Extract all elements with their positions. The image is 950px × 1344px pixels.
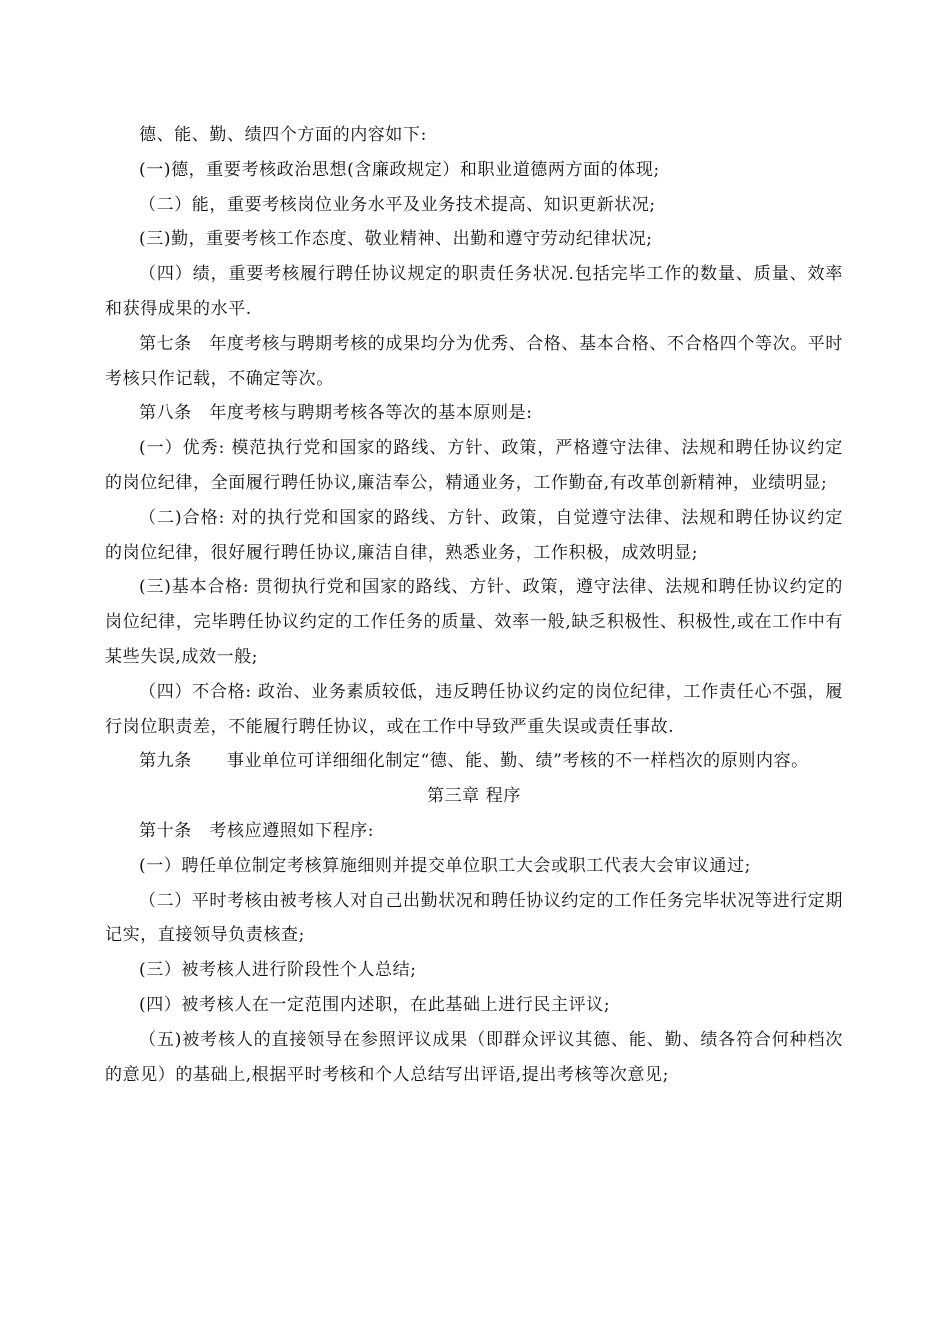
procedure-step-3: (三）被考核人进行阶段性个人总结;: [139, 960, 417, 981]
paragraph-qin: (三)勤，重要考核工作态度、敬业精神、出勤和遵守劳动纪律状况;: [139, 229, 653, 250]
document-body: [105, 118, 843, 1092]
grade-basic-qualified: (三)基本合格: 贯彻执行党和国家的路线、方针、政策，遵守法律、法规和聘任协议约定的岗位纪律，完毕聘任协议约定的工作任务的质量、效率一般,缺乏积极性、积极性,或在工作中有某些失误,成效一般;: [105, 577, 843, 667]
article-8: 第八条 年度考核与聘期考核各等次的基本原则是:: [139, 403, 533, 424]
paragraph-intro: 德、能、勤、绩四个方面的内容如下:: [139, 125, 427, 145]
procedure-step-4: (四）被考核人在一定范围内述职，在此基础上进行民主评议;: [139, 994, 611, 1015]
procedure-step-1: (一）聘任单位制定考核算施细则并提交单位职工大会或职工代表大会审议通过;: [139, 855, 751, 876]
article-10: 第十条 考核应遵照如下程序:: [139, 820, 375, 841]
grade-unqualified: （四）不合格: 政治、业务素质较低，违反聘任协议约定的岗位纪律，工作责任心不强，履行岗位职责差，不能履行聘任协议，或在工作中导致严重失误或责任事故.: [105, 681, 843, 737]
article-7: 第七条 年度考核与聘期考核的成果均分为优秀、合格、基本合格、不合格四个等次。平时考核只作记载，不确定等次。: [105, 333, 843, 389]
paragraph-ji: （四）绩，重要考核履行聘任协议规定的职责任务状况.包括完毕工作的数量、质量、效率和获得成果的水平.: [105, 264, 843, 319]
article-9: 第九条 事业单位可详细细化制定“德、能、勤、绩”考核的不一样档次的原则内容。: [139, 751, 809, 772]
paragraph-neng: （二）能，重要考核岗位业务水平及业务技术提高、知识更新状况;: [139, 194, 656, 215]
grade-excellent: (一）优秀: 模范执行党和国家的路线、方针、政策，严格遵守法律、法规和聘任协议约定的岗位纪律，全面履行聘任协议,廉洁奉公，精通业务，工作勤奋,有改革创新精神，业绩明显;: [105, 438, 843, 493]
procedure-step-2: （二）平时考核由被考核人对自己出勤状况和聘任协议约定的工作任务完毕状况等进行定期记实，直接领导负责核查;: [105, 890, 843, 946]
paragraph-de: (一)德，重要考核政治思想(含廉政规定）和职业道德两方面的体现;: [139, 159, 660, 180]
procedure-step-5: （五)被考核人的直接领导在参照评议成果（即群众评议其德、能、勤、绩各符合何种档次的意见）的基础上,根据平时考核和个人总结写出评语,提出考核等次意见;: [105, 1029, 843, 1085]
chapter-heading: 第三章 程序: [426, 786, 521, 807]
grade-qualified: （二)合格: 对的执行党和国家的路线、方针、政策，自觉遵守法律、法规和聘任协议约定的岗位纪律，很好履行聘任协议,廉洁自律，熟悉业务，工作积极，成效明显;: [105, 507, 843, 563]
